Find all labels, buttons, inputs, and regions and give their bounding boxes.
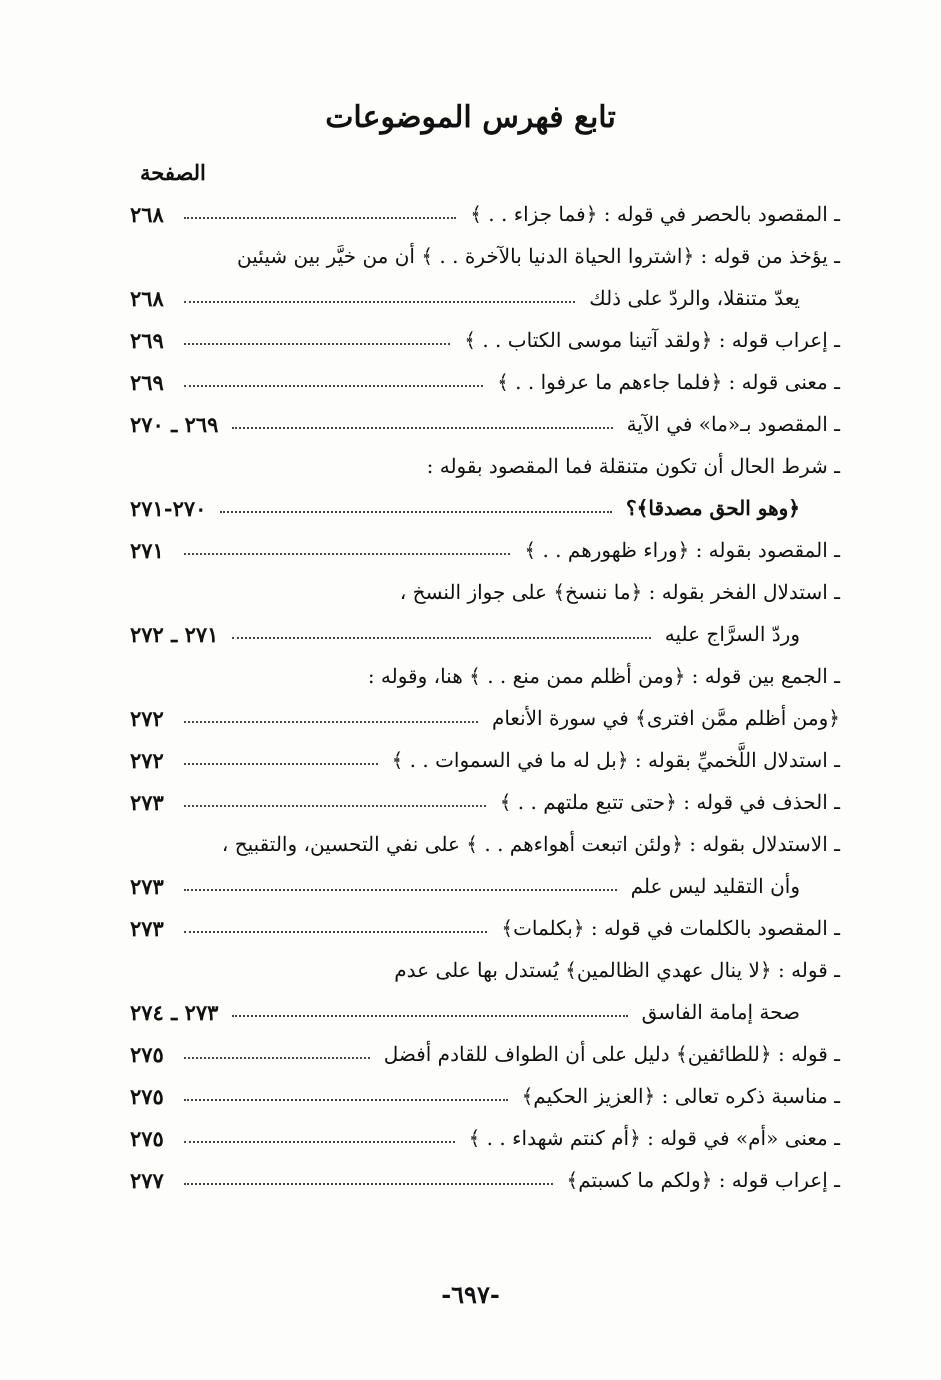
- entry-text: يعدّ متنقلا، والردّ على ذلك: [589, 286, 800, 310]
- toc-entry: [130, 193, 840, 235]
- leader-dots: [184, 343, 450, 345]
- entry-page: ٢٧١: [130, 537, 164, 563]
- entry-page: ٢٧١ ـ ٢٧٢: [130, 621, 219, 647]
- entry-text: وردّ السرَّاج عليه: [664, 622, 800, 646]
- toc-entry: [130, 823, 840, 865]
- leader-dots: [184, 1099, 508, 1101]
- entry-text: ﴿ومن أظلم ممَّن افترى﴾ في سورة الأنعام: [491, 706, 840, 730]
- entry-text: ـ شرط الحال أن تكون متنقلة فما المقصود بقوله :: [426, 454, 840, 478]
- entry-page: ٢٧٣: [130, 873, 164, 899]
- entry-page: ٢٧٠-٢٧١: [130, 495, 207, 521]
- entry-page: ٢٧٣: [130, 915, 164, 941]
- toc-entry: [130, 1033, 840, 1075]
- leader-dots: [232, 1015, 627, 1017]
- toc-entry: [130, 907, 840, 949]
- entry-text: صحة إمامة الفاسق: [641, 1000, 800, 1024]
- entry-page: ٢٦٩ ـ ٢٧٠: [130, 411, 219, 437]
- entry-page: ٢٧٥: [130, 1041, 164, 1067]
- entry-page: ٢٦٩: [130, 327, 164, 353]
- entry-page: ٢٧٣ ـ ٢٧٤: [130, 999, 219, 1025]
- toc-entry: [130, 655, 840, 697]
- entry-text: ـ قوله : ﴿لا ينال عهدي الظالمين﴾ يُستدل بها على عدم: [394, 958, 840, 982]
- toc-entry: [130, 487, 840, 529]
- entry-page: ٢٦٩: [130, 369, 164, 395]
- toc-entry: [130, 319, 840, 361]
- page-column-label: الصفحة: [140, 160, 206, 185]
- toc-entry: [130, 613, 840, 655]
- entry-page: ٢٦٨: [130, 201, 164, 227]
- entry-page: ٢٦٨: [130, 285, 164, 311]
- leader-dots: [184, 1057, 370, 1059]
- toc-entry: [130, 571, 840, 613]
- entry-text: ـ استدلال الفخر بقوله : ﴿ما ننسخ﴾ على جواز النسخ ،: [399, 580, 840, 604]
- leader-dots: [220, 511, 612, 513]
- entry-page: ٢٧٥: [130, 1125, 164, 1151]
- leader-dots: [232, 637, 650, 639]
- entry-text: ـ الجمع بين قوله : ﴿ومن أظلم ممن منع . . ﴾ هنا، وقوله :: [367, 664, 840, 688]
- entry-page: ٢٧٣: [130, 789, 164, 815]
- entry-page: ٢٧٧: [130, 1167, 164, 1193]
- entry-text: ـ المقصود بقوله : ﴿وراء ظهورهم . . ﴾: [524, 538, 840, 562]
- entry-text: ـ المقصود بالحصر في قوله : ﴿فما جزاء . . ﴾: [470, 202, 840, 226]
- entry-page: ٢٧٢: [130, 747, 164, 773]
- toc-entry: [130, 277, 840, 319]
- toc-entry: [130, 403, 840, 445]
- entry-text: ـ الاستدلال بقوله : ﴿ولئن اتبعت أهواءهم . . ﴾ على نفي التحسين، والتقبيح ،: [221, 832, 840, 856]
- toc-entry: [130, 235, 840, 277]
- toc-entry: [130, 361, 840, 403]
- toc-entry: [130, 949, 840, 991]
- page-title: تابع فهرس الموضوعات: [325, 100, 616, 135]
- entry-page: ٢٧٥: [130, 1083, 164, 1109]
- leader-dots: [184, 301, 575, 303]
- leader-dots: [184, 217, 456, 219]
- entry-text: ـ معنى قوله : ﴿فلما جاءهم ما عرفوا . . ﴾: [497, 370, 840, 394]
- leader-dots: [184, 763, 378, 765]
- entry-text: ـ المقصود بـ«ما» في الآية: [626, 412, 840, 436]
- toc-entry: [130, 529, 840, 571]
- entry-text: ﴿وهو الحق مصدقا﴾؟: [626, 496, 800, 520]
- toc-entry: [130, 865, 840, 907]
- toc-entry: [130, 739, 840, 781]
- entry-text: ـ المقصود بالكلمات في قوله : ﴿بكلمات﴾: [501, 916, 840, 940]
- page-number: -٦٩٧-: [441, 1280, 500, 1309]
- entry-text: ـ معنى «أم» في قوله : ﴿أم كنتم شهداء . . ﴾: [468, 1126, 840, 1150]
- entry-text: ـ قوله : ﴿للطائفين﴾ دليل على أن الطواف للقادم أفضل: [383, 1042, 840, 1066]
- leader-dots: [184, 931, 487, 933]
- entry-text: ـ الحذف في قوله : ﴿حتى تتبع ملتهم . . ﴾: [499, 790, 840, 814]
- leader-dots: [184, 805, 486, 807]
- toc-entry: [130, 1075, 840, 1117]
- toc-entry: [130, 1159, 840, 1201]
- toc-entry: [130, 445, 840, 487]
- entry-text: ـ إعراب قوله : ﴿ولقد آتينا موسى الكتاب . . ﴾: [464, 328, 840, 352]
- leader-dots: [232, 427, 612, 429]
- entry-text: ـ يؤخذ من قوله : ﴿اشتروا الحياة الدنيا بالآخرة . . ﴾ أن من خيَّر بين شيئين: [237, 244, 840, 268]
- entry-page: ٢٧٢: [130, 705, 164, 731]
- entry-text: ـ استدلال اللَّخميِّ بقوله : ﴿بل له ما في السموات . . ﴾: [391, 748, 840, 772]
- leader-dots: [184, 889, 617, 891]
- entry-text: ـ إعراب قوله : ﴿ولكم ما كسبتم﴾: [566, 1168, 840, 1192]
- toc-entry: [130, 1117, 840, 1159]
- toc-entry: [130, 781, 840, 823]
- entry-text: وأن التقليد ليس علم: [630, 874, 800, 898]
- leader-dots: [184, 1141, 455, 1143]
- toc-entry: [130, 697, 840, 739]
- leader-dots: [184, 553, 510, 555]
- leader-dots: [184, 385, 483, 387]
- leader-dots: [184, 1183, 553, 1185]
- leader-dots: [184, 721, 478, 723]
- toc-entry: [130, 991, 840, 1033]
- entry-text: ـ مناسبة ذكره تعالى : ﴿العزيز الحكيم﴾: [521, 1084, 840, 1108]
